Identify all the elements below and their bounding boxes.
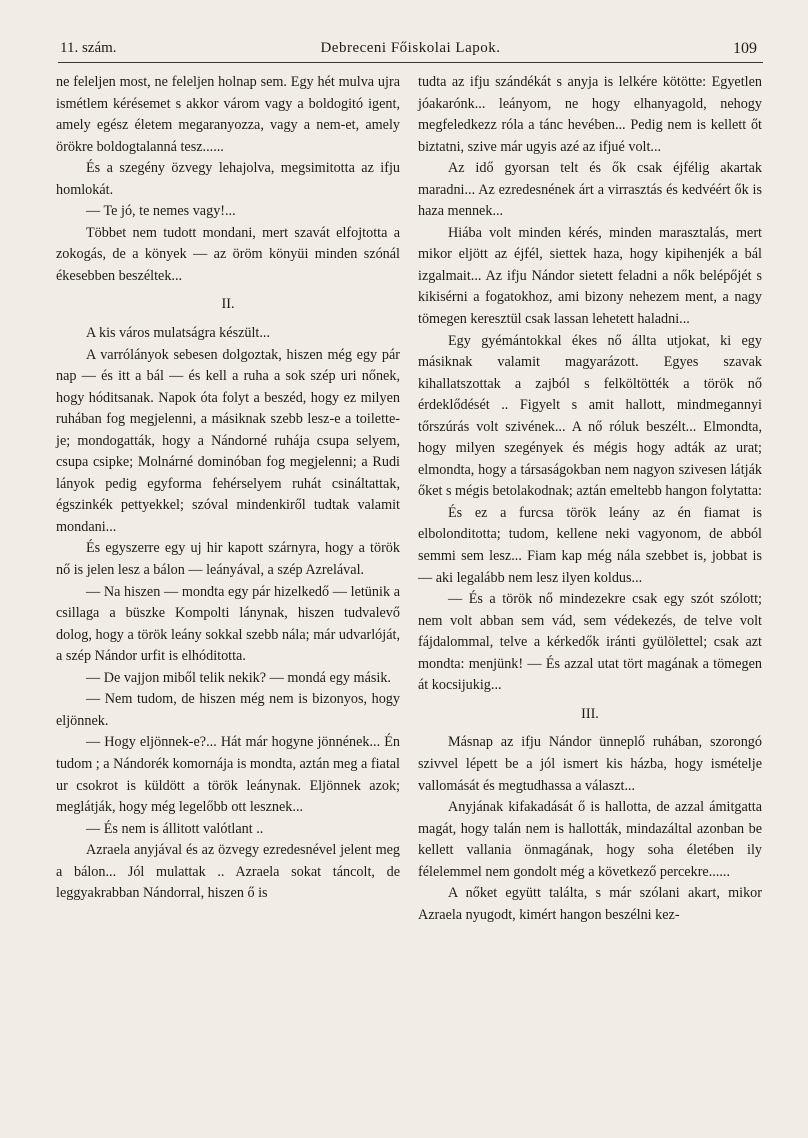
- paragraph: És a szegény özvegy lehajolva, megsimitotta az ifju homlokát.: [56, 160, 400, 198]
- paragraph: — És a török nő mindezekre csak egy szót szólott; nem volt abban sem vád, sem védekezés, de telve volt fájdalommal, telve a kérkedők iránti gyülölettel; csak azt mondta: menjünk! — És azzal utat tört magának a tömegen át kocsijukig...: [418, 591, 762, 694]
- right-text-column: [418, 72, 762, 926]
- paragraph: — De vajjon miből telik nekik? — mondá egy másik.: [86, 669, 391, 686]
- paragraph: Egy gyémántokkal ékes nő állta utjokat, ki egy másiknak valamit magyarázott. Egyes szavak kihallatszottak a zajból s felköltötték a török nő érdeklődését .. Figyelt s amit hallott, mindmegannyi tőrszúrás volt szivének... A nő róluk beszélt... Elmondta, hogy milyen szegények és mégis hogy adták az urat; elmondta, hogy a társaságokban nem nagyon szivesen látják őket s mégis betolakodnak; aztán emeltebb hangon folytatta:: [418, 332, 762, 500]
- running-header: [58, 38, 763, 63]
- paragraph: — Hogy eljönnek-e?... Hát már hogyne jönnének... Én tudom ; a Nándorék komornája is mondta, aztán meg a fiatal ur csokrot is küldött a török leánynak. Eljönnek azok; meglátják, hogy még legelőbb ott lesznek...: [56, 734, 400, 816]
- paragraph: — Na hiszen — mondta egy pár hizelkedő — letünik a csillaga a büszke Kompolti lánynak, hiszen tudvalevő dolog, hogy a török leány sokkal szebb nála; már udvarlóját, a szép Nándor urfit is elhóditotta.: [56, 583, 400, 665]
- paragraph: És egyszerre egy uj hir kapott szárnyra, hogy a török nő is jelen lesz a bálon — leányával, a szép Azrelával.: [56, 540, 400, 579]
- paragraph: tudta az ifju szándékát s anyja is lelkére kötötte: Egyetlen jóakarónk... leányom, ne hogy elhanyagold, nehogy megfeledkezz róla a tánc hevében... Pedig nem is kellett őt biztatni, szive már ugyis azé az ifjué volt...: [418, 74, 762, 155]
- issue-number: 11. szám.: [60, 40, 117, 56]
- paragraph: Hiába volt minden kérés, minden marasztalás, mert mikor eljött az éjfél, siettek haza, hogy kipihenjék a bál izgalmait... Az ifju Nándor sietett feladni a nők belépőjét s kikisérni a fogatokhoz, ami bizony nehezem ment, a nagy tömegen keresztül csak lassan lehetett haladni...: [418, 224, 762, 328]
- section-heading: II.: [221, 296, 235, 313]
- paragraph: Az idő gyorsan telt és ők csak éjfélig akartak maradni... Az ezredesnének árt a virrasztás és kedvéért ők is haza mennek...: [418, 160, 762, 220]
- section-heading: III.: [581, 705, 599, 722]
- paragraph: És ez a furcsa török leány az én fiamat is elbolonditotta; tudom, kellene neki vagyonom, de abból semmi sem lesz... Fiam kap még nála szebbet is, jobbat is — aki legalább nem lesz ilyen koldus...: [418, 504, 762, 586]
- paragraph: Anyjának kifakadását ő is hallotta, de azzal ámitgatta magát, hogy talán nem is hallották, mindazáltal azonban be kellett vallania önmagának, hogy soha életében ily félelemmel nem gondolt még a következő percekre......: [418, 799, 762, 880]
- paragraph: ne feleljen most, ne feleljen holnap sem. Egy hét mulva ujra ismétlem kérésemet s akkor várom vagy a boldogitó igent, amely egész életem megaranyozza, vagy a nem-et, amely örökre boldogtalanná tesz......: [56, 74, 400, 155]
- paragraph: A nőket együtt találta, s már szólani akart, mikor Azraela nyugodt, kimért hangon beszélni kez-: [418, 885, 762, 923]
- paragraph: Többet nem tudott mondani, mert szavát elfojtotta a zokogás, de a könyek — az öröm könyüi minden szónál ékesebben beszéltek...: [56, 224, 400, 284]
- paragraph: Azraela anyjával és az özvegy ezredesnével jelent meg a bálon... Jól mulattak .. Azraela sokat táncolt, de leggyakrabban Nándorral, hiszen ő is: [56, 842, 400, 902]
- paragraph: A varrólányok sebesen dolgoztak, hiszen még egy pár nap — és itt a bál — és kell a ruha a sok szép uri nőnek, hogy hóditsanak. Napok óta folyt a beszéd, hogy ez milyen ruhában fog megjelenni, a másiknak szebb lesz-e a toilette-je; mondogatták, hogy a Nándorné ruhája csupa selyem, csupa csipke; Molnárné dominóban fog megjelenni; a Rudi lányok pedig egyforma fehérselyem ruhát csináltattak, égszinkék pettyekkel; szóval mindenkiről tudtak valamit mondani...: [56, 346, 400, 535]
- paragraph: — Nem tudom, de hiszen még nem is bizonyos, hogy eljönnek.: [56, 691, 400, 729]
- paragraph: — És nem is állitott valótlant ..: [86, 820, 264, 837]
- left-text-column: [56, 72, 400, 905]
- page-number: 109: [733, 40, 757, 57]
- paragraph: A kis város mulatságra készült...: [86, 325, 271, 342]
- paragraph: — Te jó, te nemes vagy!...: [86, 203, 236, 220]
- paragraph: Másnap az ifju Nándor ünneplő ruhában, szorongó szivvel lépett be a jól ismert kis házba, hogy ismételje vallomását és megtudhassa a választ...: [418, 734, 762, 794]
- journal-title: Debreceni Főiskolai Lapok.: [320, 40, 501, 56]
